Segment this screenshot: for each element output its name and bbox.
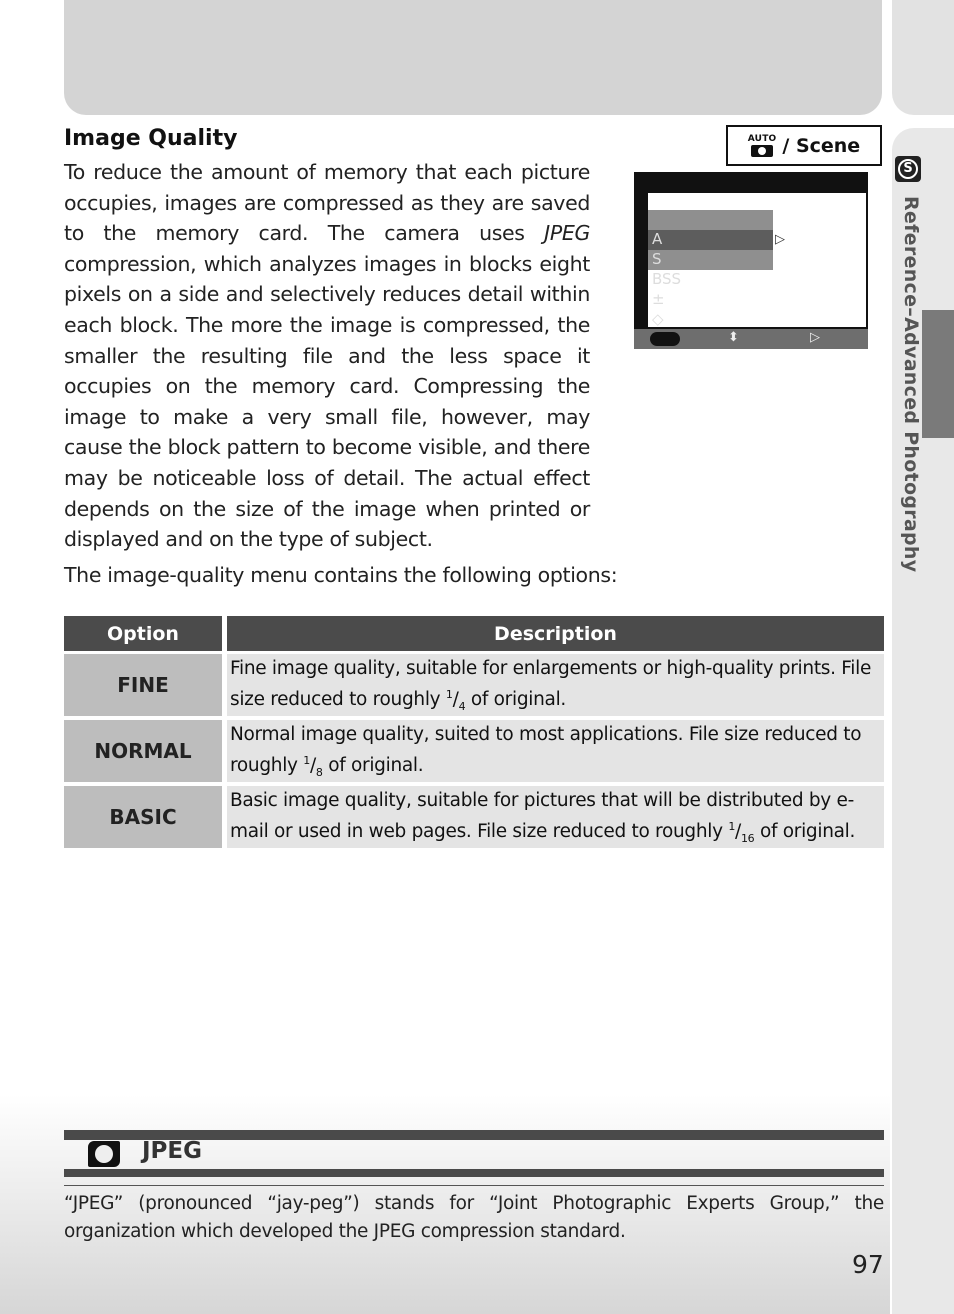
tip-lightbulb-icon [88,1141,120,1167]
page-number: 97 [852,1250,884,1279]
desc-text: Basic image quality, suitable for pictures that will be distributed by e-mail or used in web pages. File size reduced to roughly [230,790,854,843]
auto-camera-icon [748,135,777,157]
lcd-footer [634,329,868,349]
lcd-up-down-icon: ⬍ [728,330,739,345]
lcd-exposure-icon: ± [652,290,665,308]
intro-paragraph [64,157,590,555]
desc-text: Normal image quality, suited to most applications. File size reduced to roughly [230,724,862,777]
intro-text-2: compression, which analyzes images in blocks eight pixels on a side and selectively reduces detail within each block. The more the image is compressed, the smaller the resulting file and the less space it occupies on the memory card. Compressing the image to make a very small file, however, may cause the block pattern to become visible, and there may be noticeable loss of detail. The actual effect depends on the size of the image when printed or displayed and on the type of subject. [64,251,590,552]
mode-badge-label: / Scene [782,134,861,157]
description-fine: Fine image quality, suitable for enlargements or high-quality prints. File size reduced to roughly $^1/_4$ of original. [227,654,884,716]
intro-text-1: To reduce the amount of memory that each picture occupies, images are compressed as they are saved to the memory card. The camera uses [64,160,590,246]
lcd-right-icon: ▷ [810,330,820,345]
lcd-right-arrow-icon: ▷ [775,232,785,247]
lcd-menu-row [648,210,773,230]
lcd-scene-icon: S [652,250,662,268]
option-fine: FINE [64,654,222,716]
header-tab [892,0,954,115]
lcd-tab-icons [652,230,680,328]
note-rule-bottom [64,1169,884,1177]
fraction-den: 16 [740,831,755,845]
header-description: Description [227,616,884,651]
desc-text: of original. [465,689,566,711]
mode-badge [726,125,882,166]
fraction-num: 1 [303,754,310,767]
camera-icon [751,145,773,157]
note-title: JPEG [142,1138,203,1164]
section-title: Image Quality [64,126,238,151]
setup-s-icon [895,156,921,182]
intro-jpeg-term: JPEG [544,221,590,246]
lcd-diamond-icon: ◇ [652,310,664,328]
chapter-sidebar-marker [922,310,954,438]
note-text: “JPEG” (pronounced “jay-peg”) stands for “Joint Photographic Experts Group,” the organization which developed the JPEG compression standard. [64,1193,884,1242]
fraction-num: 1 [728,820,736,833]
desc-text: of original. [754,821,856,843]
chapter-label: Reference–Advanced Photography [900,196,922,573]
note-rule-thin [64,1185,884,1186]
auto-label: AUTO [747,133,777,144]
header-option: Option [64,616,222,651]
desc-text: of original. [322,755,424,777]
setup-s-letter: S [898,159,918,179]
desc-text: Fine image quality, suitable for enlargements or high-quality prints. File size reduced to roughly [230,658,872,711]
menu-intro: The image-quality menu contains the following options: [64,563,618,587]
fraction-den: 8 [315,765,323,779]
lcd-menu-panel [648,189,866,327]
lcd-auto-icon: A [652,230,663,248]
fraction-num: 1 [445,688,453,701]
header-banner [64,0,882,115]
fraction-den: 4 [458,699,466,713]
description-normal: Normal image quality, suited to most applications. File size reduced to roughly $^1/_8$ of original. [227,720,884,782]
camera-menu-screenshot [634,172,868,349]
description-basic: Basic image quality, suitable for pictures that will be distributed by e-mail or used in web pages. File size reduced to roughly $^1/_{16}$ of original. [227,786,884,848]
option-normal: NORMAL [64,720,222,782]
lcd-menu-header [648,189,866,193]
lcd-bss-icon: BSS [652,270,682,288]
lcd-menu-pill-icon [650,332,680,346]
option-basic: BASIC [64,786,222,848]
